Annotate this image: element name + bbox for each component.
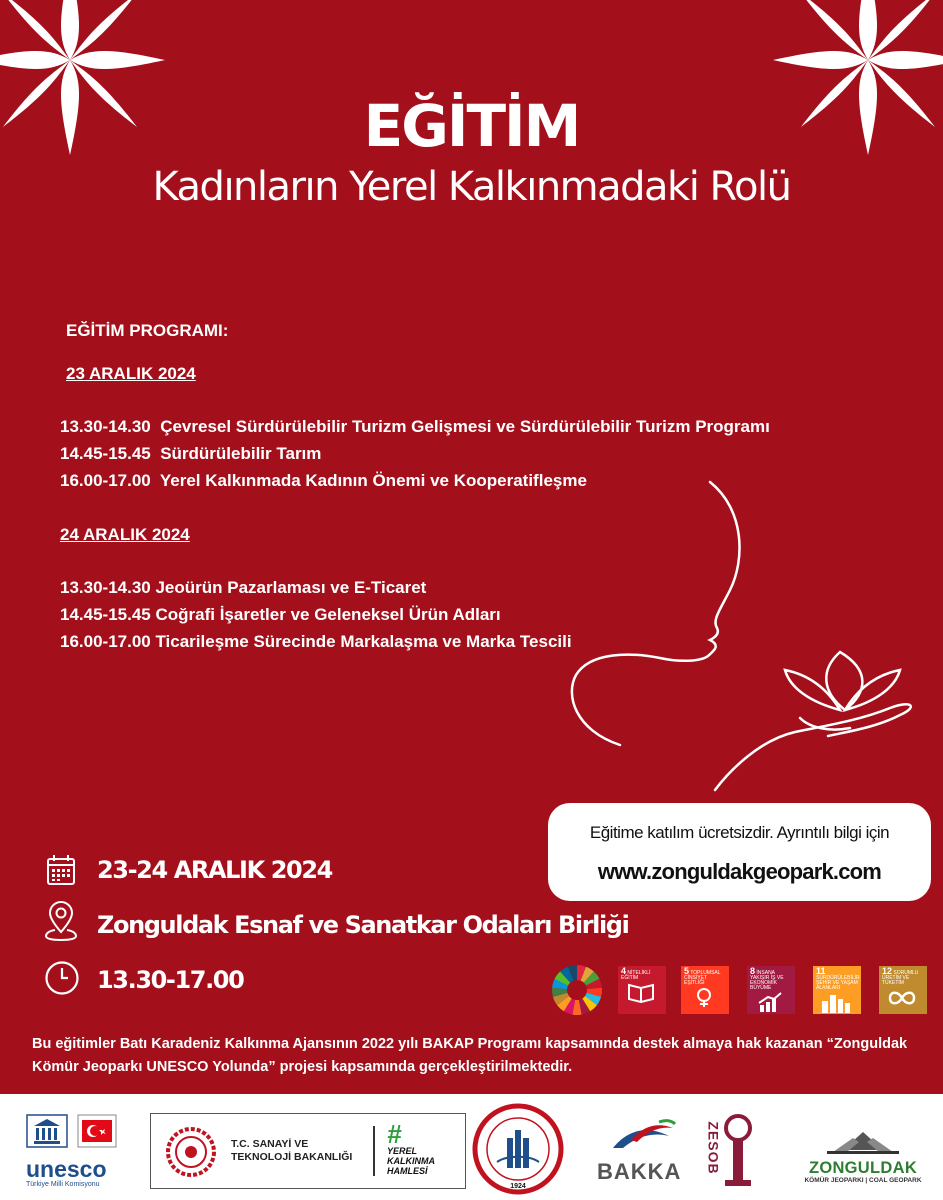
woman-profile-illustration bbox=[560, 470, 943, 800]
growth-chart-icon bbox=[750, 991, 790, 1013]
page-title: EĞİTİM bbox=[363, 92, 580, 160]
session-item: 16.00-17.00 Yerel Kalkınmada Kadının Önemi ve Kooperatifleşme bbox=[60, 471, 587, 490]
location-pin-icon bbox=[44, 900, 78, 942]
session-item: 16.00-17.00 Ticarileşme Sürecinde Markalaşma ve Marka Tescili bbox=[60, 632, 572, 651]
website-link[interactable]: www.zonguldakgeopark.com bbox=[597, 859, 882, 884]
sdg-goal-11: 11 SÜRDÜRÜLEBİLİR ŞEHİR VE YAŞAM ALANLARI bbox=[813, 966, 861, 1014]
sdg-goal-4: 4 NİTELİKLİ EĞİTİM bbox=[618, 966, 666, 1014]
sdg-wheel-icon bbox=[551, 964, 603, 1016]
program-heading: EĞİTİM PROGRAMI: bbox=[66, 321, 229, 340]
calendar-icon bbox=[46, 854, 76, 886]
event-time: 13.30-17.00 bbox=[97, 966, 244, 994]
geopark-layers-icon bbox=[813, 1128, 913, 1154]
info-card-text: Eğitime katılım ücretsizdir. Ayrıntılı bilgi için bbox=[589, 823, 890, 842]
event-date: 23-24 ARALIK 2024 bbox=[97, 856, 332, 884]
event-location: Zonguldak Esnaf ve Sanatkar Odaları Birliği bbox=[97, 911, 629, 939]
ministry-logo-box bbox=[150, 1113, 466, 1189]
gender-equality-icon bbox=[684, 986, 724, 1008]
sdg-goal-8: 8 İNSANA YAKIŞIR İŞ VE EKONOMİK BÜYÜME bbox=[747, 966, 795, 1014]
unesco-subtitle: Türkiye Milli Komisyonu bbox=[26, 1181, 100, 1188]
ministry-name-line1: T.C. SANAYİ VE bbox=[231, 1138, 309, 1150]
infinity-icon bbox=[882, 986, 922, 1008]
unesco-logo bbox=[26, 1114, 118, 1188]
university-seal-logo bbox=[472, 1100, 564, 1198]
program-day-1-date: 23 ARALIK 2024 bbox=[66, 364, 196, 383]
ministry-name-line2: TEKNOLOJİ BAKANLIĞI bbox=[231, 1151, 353, 1163]
page-subtitle: Kadınların Yerel Kalkınmadaki Rolü bbox=[152, 164, 791, 210]
bakka-logo bbox=[597, 1118, 687, 1188]
session-item: 13.30-14.30 Çevresel Sürdürülebilir Turizm Gelişmesi ve Sürdürülebilir Turizm Programı bbox=[60, 417, 770, 436]
sdg-goal-12: 12 SORUMLU ÜRETİM VE TÜKETİM bbox=[879, 966, 927, 1014]
zesob-wordmark: ZESOB bbox=[705, 1121, 722, 1175]
session-item: 14.45-15.45 Sürdürülebilir Tarım bbox=[60, 444, 322, 463]
session-item: 14.45-15.45 Coğrafi İşaretler ve Geleneksel Ürün Adları bbox=[60, 605, 501, 624]
program-day-2-date: 24 ARALIK 2024 bbox=[60, 525, 190, 544]
partner-logos-bar bbox=[0, 1094, 943, 1200]
city-icon bbox=[816, 991, 856, 1013]
funding-statement: Bu eğitimler Batı Karadeniz Kalkınma Ajansının 2022 yılı BAKAP Programı kapsamında destek almaya hak kazanan “Zonguldak Kömür Jeoparkı UNESCO Yolunda” projesi kapsamında gerçekleştirilmektedir. bbox=[32, 1036, 908, 1075]
book-icon bbox=[621, 981, 661, 1003]
bakka-wave-icon bbox=[609, 1118, 679, 1154]
bakka-wordmark: BAKKA bbox=[597, 1159, 682, 1184]
zesob-logo bbox=[705, 1112, 765, 1192]
sdg-goal-5: 5 TOPLUMSAL CİNSİYET EŞİTLİĞİ bbox=[681, 966, 729, 1014]
geopark-subtitle: KÖMÜR JEOPARKI | COAL GEOPARK bbox=[804, 1177, 922, 1184]
unesco-wordmark: unesco bbox=[26, 1156, 107, 1182]
university-year: 1924 bbox=[510, 1183, 526, 1190]
yerel-kalkinma-logo: # YEREL KALKINMA HAMLESİ bbox=[387, 1119, 435, 1176]
zesob-emblem-icon bbox=[721, 1114, 755, 1188]
session-item: 13.30-14.30 Jeoürün Pazarlaması ve E-Ticaret bbox=[60, 578, 427, 597]
ministry-emblem-icon bbox=[165, 1126, 217, 1178]
unesco-emblem-icon bbox=[26, 1114, 118, 1152]
hashtag-icon: # bbox=[387, 1119, 402, 1149]
zonguldak-geopark-logo bbox=[798, 1128, 928, 1188]
clock-icon bbox=[44, 960, 80, 996]
zonguldak-wordmark: ZONGULDAK bbox=[808, 1159, 918, 1177]
info-card bbox=[548, 803, 931, 901]
